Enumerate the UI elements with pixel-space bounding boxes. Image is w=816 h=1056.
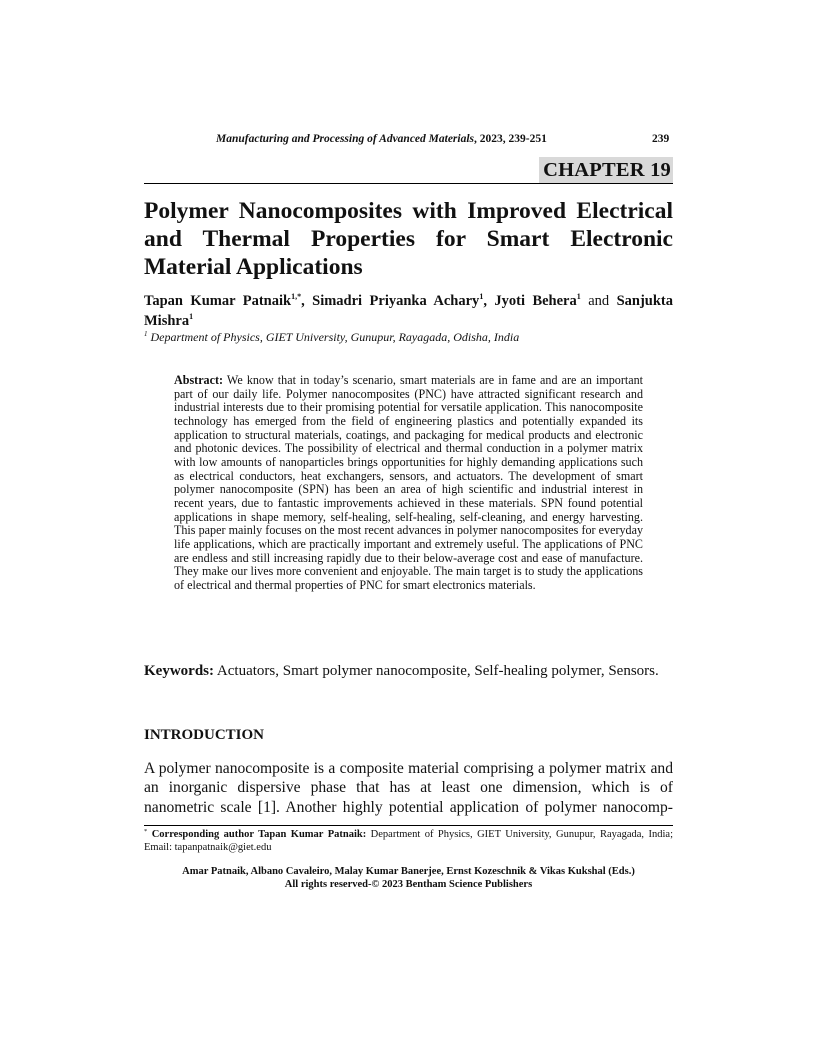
rights-line: All rights reserved-© 2023 Bentham Science Publishers (284, 878, 533, 890)
author-name: Tapan Kumar Patnaik (144, 293, 292, 309)
section-heading: INTRODUCTION (144, 727, 265, 743)
abstract (174, 374, 643, 593)
author-name: Jyoti Behera (494, 293, 577, 309)
chapter-divider (144, 183, 673, 184)
footnote-text: Department of Physics, GIET University, Gunupur, Rayagada, India; Email: tapanpatnaik@giet.edu (144, 829, 673, 853)
keywords (144, 662, 673, 681)
author-affiliation-mark: 1 (189, 312, 194, 321)
chapter-label: CHAPTER 19 (539, 157, 673, 183)
author-name: Sanjukta Mishra (144, 293, 674, 329)
footnote-divider (144, 825, 673, 826)
footnote-mark: * (144, 828, 148, 835)
abstract-label: Abstract: (174, 373, 224, 387)
author-separator: , (301, 293, 313, 309)
running-head (216, 133, 676, 145)
intro-paragraph: A polymer nanocomposite is a composite material comprising a polymer matrix and an inorganic dispersive phase that has at least one dimension, which is of nanometric scale [1]. Another highly potential application of polymer nanocomp- (144, 760, 673, 816)
author-separator: , (483, 293, 495, 309)
author-affiliation-mark: 1,* (291, 292, 302, 301)
footnote (144, 828, 673, 854)
author-list (144, 291, 673, 331)
author-affiliation-mark: 1 (576, 292, 581, 301)
affiliation (144, 330, 673, 345)
editors-line: Amar Patnaik, Albano Cavaleiro, Malay Kumar Banerjee, Ernst Kozeschnik & Vikas Kukshal (Eds.) (182, 866, 635, 877)
journal-details: , 2023, 239-251 (474, 133, 547, 145)
journal-name: Manufacturing and Processing of Advanced Materials (216, 133, 475, 145)
author-affiliation-mark: 1 (479, 292, 484, 301)
affiliation-text: Department of Physics, GIET University, Gunupur, Rayagada, Odisha, India (147, 330, 520, 344)
paper-title: Polymer Nanocomposites with Improved Electrical and Thermal Properties for Smart Electronic Material Applications (144, 198, 673, 280)
abstract-text: We know that in today’s scenario, smart materials are in fame and are an important part of our daily life. Polymer nanocomposites (PNC) have attracted significant research and industrial interests due to their promising potential for versatile application. This nanocomposite technology has emerged from the field of engineering plastics and potentially expanded its application to structural materials, coatings, and packaging for medical products and electronic and photonic devices. The possibility of electrical and thermal conduction in a polymer matrix with low amounts of nanoparticles brings opportunities for highly demanding applications such as electrical conductors, heat exchangers, sensors, and actuators. The development of smart polymer nanocomposite (SPN) has been an area of high scientific and industrial interest in recent years, due to fantastic improvements achieved in these materials. SPN found potential applications in shape memory, self-healing, self-healing, self-cleaning, and energy harvesting. This paper mainly focuses on the most recent advances in polymer nanocomposites for everyday life applications, which are practically important and extremely useful. The applications of PNC are endless and still increasing rapidly due to their below-average cost and ease of manufacture. They make our lives more convenient and enjoyable. The main target is to study the applications of electrical and thermal properties of PNC for smart electronics materials. (174, 373, 643, 592)
author-name: Simadri Priyanka Achary (312, 293, 480, 309)
footnote-label: Corresponding author Tapan Kumar Patnaik: (147, 829, 367, 840)
chapter-header (144, 157, 673, 183)
author-separator: and (580, 293, 617, 309)
keywords-text: Actuators, Smart polymer nanocomposite, Self-healing polymer, Sensors. (214, 663, 659, 679)
publisher-info (144, 866, 673, 891)
affiliation-mark: 1 (144, 330, 148, 338)
keywords-label: Keywords: (144, 663, 214, 679)
page-number: 239 (652, 133, 670, 145)
